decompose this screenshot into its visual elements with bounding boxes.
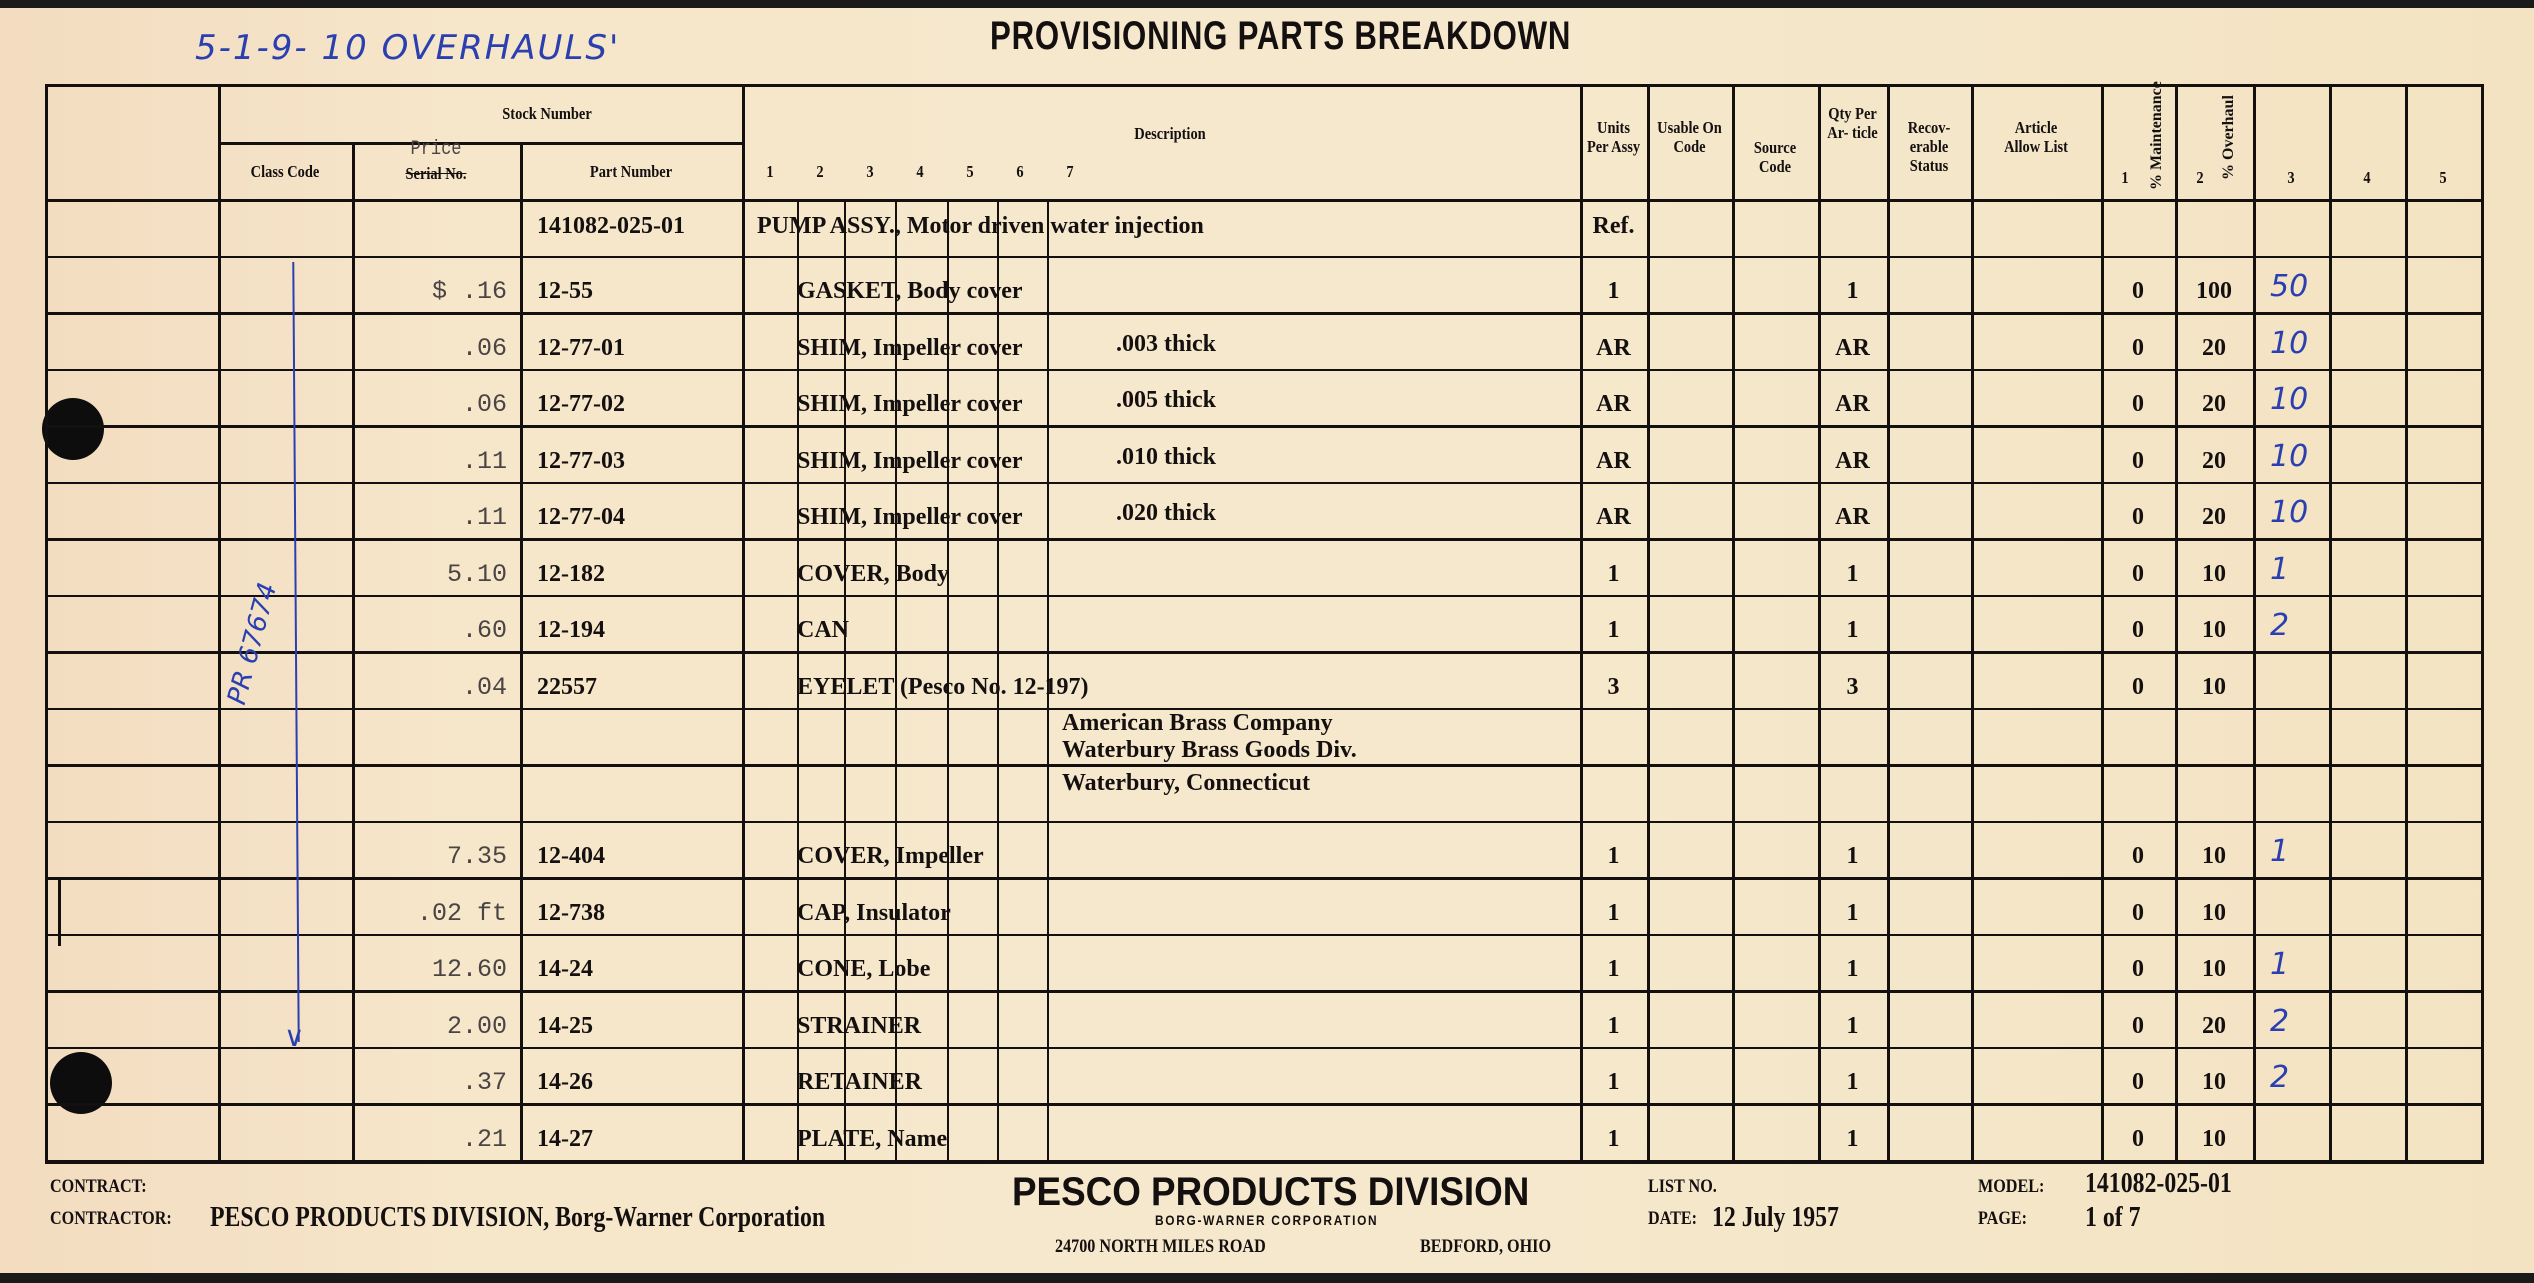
handwritten-col3-cell: 50 [2270,269,2309,305]
qty-per-article-cell: 1 [1846,843,1859,870]
price-cell: $ .16 [431,277,507,307]
description-cell: SHIM, Impeller cover [797,447,1023,474]
list-no-label: LIST NO. [1648,1176,1717,1197]
row-divider [45,764,2481,767]
maintenance-pct-cell: 0 [2132,899,2144,926]
qty-per-article-cell: 1 [1846,1069,1859,1096]
units-per-assy-cell: 1 [1607,560,1620,587]
part-number-cell: 12-194 [537,617,605,644]
maintenance-pct-cell: 0 [2132,617,2144,644]
header-col3: 3 [2287,168,2295,187]
model-value: 141082-025-01 [2085,1168,2232,1199]
part-number-cell: 12-55 [537,278,593,305]
part-number-cell: 12-77-02 [537,391,625,418]
qty-per-article-cell: 1 [1846,1012,1859,1039]
description-cell: PLATE, Name [797,1126,948,1152]
spec-cell: .005 thick [1116,387,1217,414]
column-divider [45,84,48,1160]
units-per-assy-cell: AR [1596,334,1631,361]
margin-bracket-mark [58,880,61,946]
description-cell: SHIM, Impeller cover [797,391,1023,418]
qty-per-article-cell: 1 [1846,899,1859,926]
contract-label: CONTRACT: [50,1176,147,1197]
qty-per-article-cell: 1 [1846,617,1859,644]
company-city: BEDFORD, OHIO [1420,1236,1552,1257]
handwritten-col3-cell: 1 [2270,834,2290,870]
description-level-3: 3 [866,162,874,181]
header-divider [45,199,2484,202]
vendor-note: American Brass Company [1062,709,1333,736]
description-cell: CONE, Lobe [797,956,931,983]
overhaul-pct-cell: 100 [2196,278,2232,305]
row-divider [45,821,2481,824]
overhaul-pct-cell: 10 [2202,617,2226,644]
column-divider [1647,84,1650,1160]
part-number-cell: 12-404 [537,843,605,870]
description-cell: SHIM, Impeller cover [797,504,1023,531]
header-col2-number: 2 [2196,168,2204,187]
qty-per-article-cell: 1 [1846,956,1859,983]
row-divider [45,369,2481,372]
part-number-cell: 22557 [537,673,597,700]
date-label: DATE: [1648,1208,1698,1229]
column-divider [2253,84,2256,1160]
date-value: 12 July 1957 [1712,1202,1839,1233]
overhaul-pct-cell: 10 [2202,673,2226,700]
price-cell: .06 [461,333,507,363]
units-per-assy-cell: AR [1596,447,1631,474]
header-qty-per-article: Qty Per Ar- ticle [1827,104,1878,142]
overhaul-pct-cell: 20 [2202,504,2226,531]
description-level-5: 5 [966,162,974,181]
row-divider [45,1103,2481,1106]
column-divider [2405,84,2408,1160]
header-usable-on-code: Usable On Code [1657,118,1722,156]
column-divider [218,84,221,1160]
price-cell: 7.35 [446,842,507,872]
row-divider [45,990,2481,993]
description-cell: EYELET (Pesco No. 12-197) [797,673,1089,700]
part-number-cell: 12-77-03 [537,447,625,474]
description-level-2: 2 [816,162,824,181]
qty-per-article-cell: AR [1835,391,1870,418]
column-divider [1732,84,1735,1160]
qty-per-article-cell: 1 [1846,1126,1859,1152]
column-divider [520,142,523,1160]
part-number-cell: 12-738 [537,899,605,926]
handwritten-col3-cell: 2 [2270,608,2290,644]
spec-cell: .020 thick [1116,500,1217,527]
units-per-assy-cell: AR [1596,391,1631,418]
header-overhaul-pct: % Overhaul [2220,95,2237,180]
handwritten-col3-cell: 1 [2270,551,2290,587]
row-divider [45,425,2481,428]
handwritten-col3-cell: 10 [2270,438,2309,474]
header-description: Description [1134,124,1206,143]
scan-edge-top [0,0,2534,8]
qty-per-article-cell: 3 [1846,673,1859,700]
company-address: 24700 NORTH MILES ROAD [1055,1236,1266,1257]
row-divider [45,934,2481,937]
spec-cell: .010 thick [1116,443,1217,470]
qty-per-article-cell: 1 [1846,278,1859,305]
price-cell: .11 [461,446,507,476]
vendor-note: Waterbury, Connecticut [1062,770,1310,797]
overhaul-pct-cell: 20 [2202,447,2226,474]
price-cell: 12.60 [431,955,507,985]
description-level-1: 1 [766,162,774,181]
handwritten-note: 5-1-9- 10 OVERHAULS' [195,28,621,68]
vendor-note: Waterbury Brass Goods Div. [1062,736,1357,763]
units-per-assy-cell: 1 [1607,617,1620,644]
part-number-cell: 14-27 [537,1126,593,1152]
price-cell: 2.00 [446,1011,507,1041]
price-cell: .06 [461,390,507,420]
description-cell: SHIM, Impeller cover [797,334,1023,361]
maintenance-pct-cell: 0 [2132,956,2144,983]
overhaul-pct-cell: 10 [2202,560,2226,587]
header-col5: 5 [2439,168,2447,187]
maintenance-pct-cell: 0 [2132,843,2144,870]
column-divider [2329,84,2332,1160]
units-per-assy-cell: 3 [1607,673,1620,700]
handwritten-col3-cell: 1 [2270,947,2290,983]
handwritten-col3-cell: 2 [2270,1003,2290,1039]
overhaul-pct-cell: 10 [2202,1069,2226,1096]
description-cell: CAN [797,617,849,644]
handwritten-col3-cell: 10 [2270,325,2309,361]
price-cell: 5.10 [446,559,507,589]
header-price: Price [410,138,462,161]
punch-hole [42,398,104,460]
header-source-code: Source Code [1753,138,1797,176]
maintenance-pct-cell: 0 [2132,1126,2144,1152]
model-label: MODEL: [1978,1176,2045,1197]
description-cell: RETAINER [797,1069,922,1096]
column-divider [1971,84,1974,1160]
header-part-number: Part Number [589,162,673,181]
part-number-cell: 14-24 [537,956,593,983]
qty-per-article-cell: AR [1835,447,1870,474]
maintenance-pct-cell: 0 [2132,560,2144,587]
part-number-cell: 14-26 [537,1069,593,1096]
overhaul-pct-cell: 20 [2202,1012,2226,1039]
part-number-cell: 12-77-04 [537,504,625,531]
maintenance-pct-cell: 0 [2132,504,2144,531]
qty-per-article-cell: 1 [1846,560,1859,587]
handwritten-col3-cell: 10 [2270,495,2309,531]
header-recoverable-status: Recov- erable Status [1907,118,1951,175]
units-per-assy-cell: 1 [1607,1012,1620,1039]
description-cell: GASKET, Body cover [797,278,1023,305]
price-cell: .02 ft [416,898,507,928]
overhaul-pct-cell: 10 [2202,899,2226,926]
overhaul-pct-cell: 10 [2202,1126,2226,1152]
overhaul-pct-cell: 20 [2202,334,2226,361]
maintenance-pct-cell: 0 [2132,391,2144,418]
maintenance-pct-cell: 0 [2132,278,2144,305]
units-per-assy-cell: 1 [1607,899,1620,926]
overhaul-pct-cell: 10 [2202,843,2226,870]
part-number-cell: 141082-025-01 [537,213,685,239]
row-divider [45,1047,2481,1050]
maintenance-pct-cell: 0 [2132,447,2144,474]
units-per-assy-cell: 1 [1607,278,1620,305]
description-cell: STRAINER [797,1012,922,1039]
description-level-7: 7 [1066,162,1074,181]
units-per-assy-cell: Ref. [1592,213,1635,239]
units-per-assy-cell: 1 [1607,843,1620,870]
handwritten-col3-cell: 10 [2270,382,2309,418]
header-class-code: Class Code [250,162,320,181]
row-divider [45,651,2481,654]
arrow-down-icon: ∨ [284,1020,305,1053]
header-article-allow-list: Article Allow List [2004,118,2068,156]
column-divider [2481,84,2484,1160]
overhaul-pct-cell: 10 [2202,956,2226,983]
header-col4: 4 [2363,168,2371,187]
page-title: PROVISIONING PARTS BREAKDOWN [990,14,1572,58]
description-cell: COVER, Impeller [797,843,984,870]
handwritten-margin-note: PR 67674 [222,579,284,708]
spec-cell: .003 thick [1116,330,1217,357]
maintenance-pct-cell: 0 [2132,1012,2144,1039]
row-divider [45,482,2481,485]
page-value: 1 of 7 [2085,1202,2141,1233]
row-divider [45,256,2481,259]
part-number-cell: 12-182 [537,560,605,587]
handwritten-col3-cell: 2 [2270,1060,2290,1096]
header-serial-no: Serial No. [405,164,467,183]
maintenance-pct-cell: 0 [2132,1069,2144,1096]
description-cell: PUMP ASSY., Motor driven water injection [757,213,1204,239]
units-per-assy-cell: 1 [1607,956,1620,983]
table-border [45,1160,2484,1164]
part-number-cell: 12-77-01 [537,334,625,361]
row-divider [45,538,2481,541]
header-col1-number: 1 [2121,168,2129,187]
units-per-assy-cell: AR [1596,504,1631,531]
price-cell: .21 [461,1125,507,1154]
units-per-assy-cell: 1 [1607,1126,1620,1152]
page-label: PAGE: [1978,1208,2028,1229]
description-cell: COVER, Body [797,560,950,587]
row-divider [45,595,2481,598]
overhaul-pct-cell: 20 [2202,391,2226,418]
price-cell: .37 [461,1068,507,1098]
column-divider [1887,84,1890,1160]
qty-per-article-cell: AR [1835,334,1870,361]
qty-per-article-cell: AR [1835,504,1870,531]
description-level-6: 6 [1016,162,1024,181]
units-per-assy-cell: 1 [1607,1069,1620,1096]
row-divider [45,877,2481,880]
contractor-label: CONTRACTOR: [50,1208,172,1229]
header-units-per-assy: Units Per Assy [1586,118,1641,156]
contractor-value: PESCO PRODUCTS DIVISION, Borg-Warner Corporation [210,1202,826,1233]
description-cell: CAP, Insulator [797,899,951,926]
row-divider [45,312,2481,315]
header-maintenance-pct: % Maintenance [2148,81,2165,190]
part-number-cell: 14-25 [537,1012,593,1039]
column-divider [742,84,745,1160]
price-cell: .11 [461,503,507,533]
company-name: PESCO PRODUCTS DIVISION [1012,1170,1530,1214]
parent-company: BORG-WARNER CORPORATION [1155,1212,1379,1228]
table-border [45,84,2484,87]
description-level-4: 4 [916,162,924,181]
scan-edge-bottom [0,1273,2534,1283]
maintenance-pct-cell: 0 [2132,334,2144,361]
price-cell: .60 [461,616,507,646]
maintenance-pct-cell: 0 [2132,673,2144,700]
price-cell: .04 [461,672,507,702]
header-stock-number: Stock Number [502,104,592,123]
